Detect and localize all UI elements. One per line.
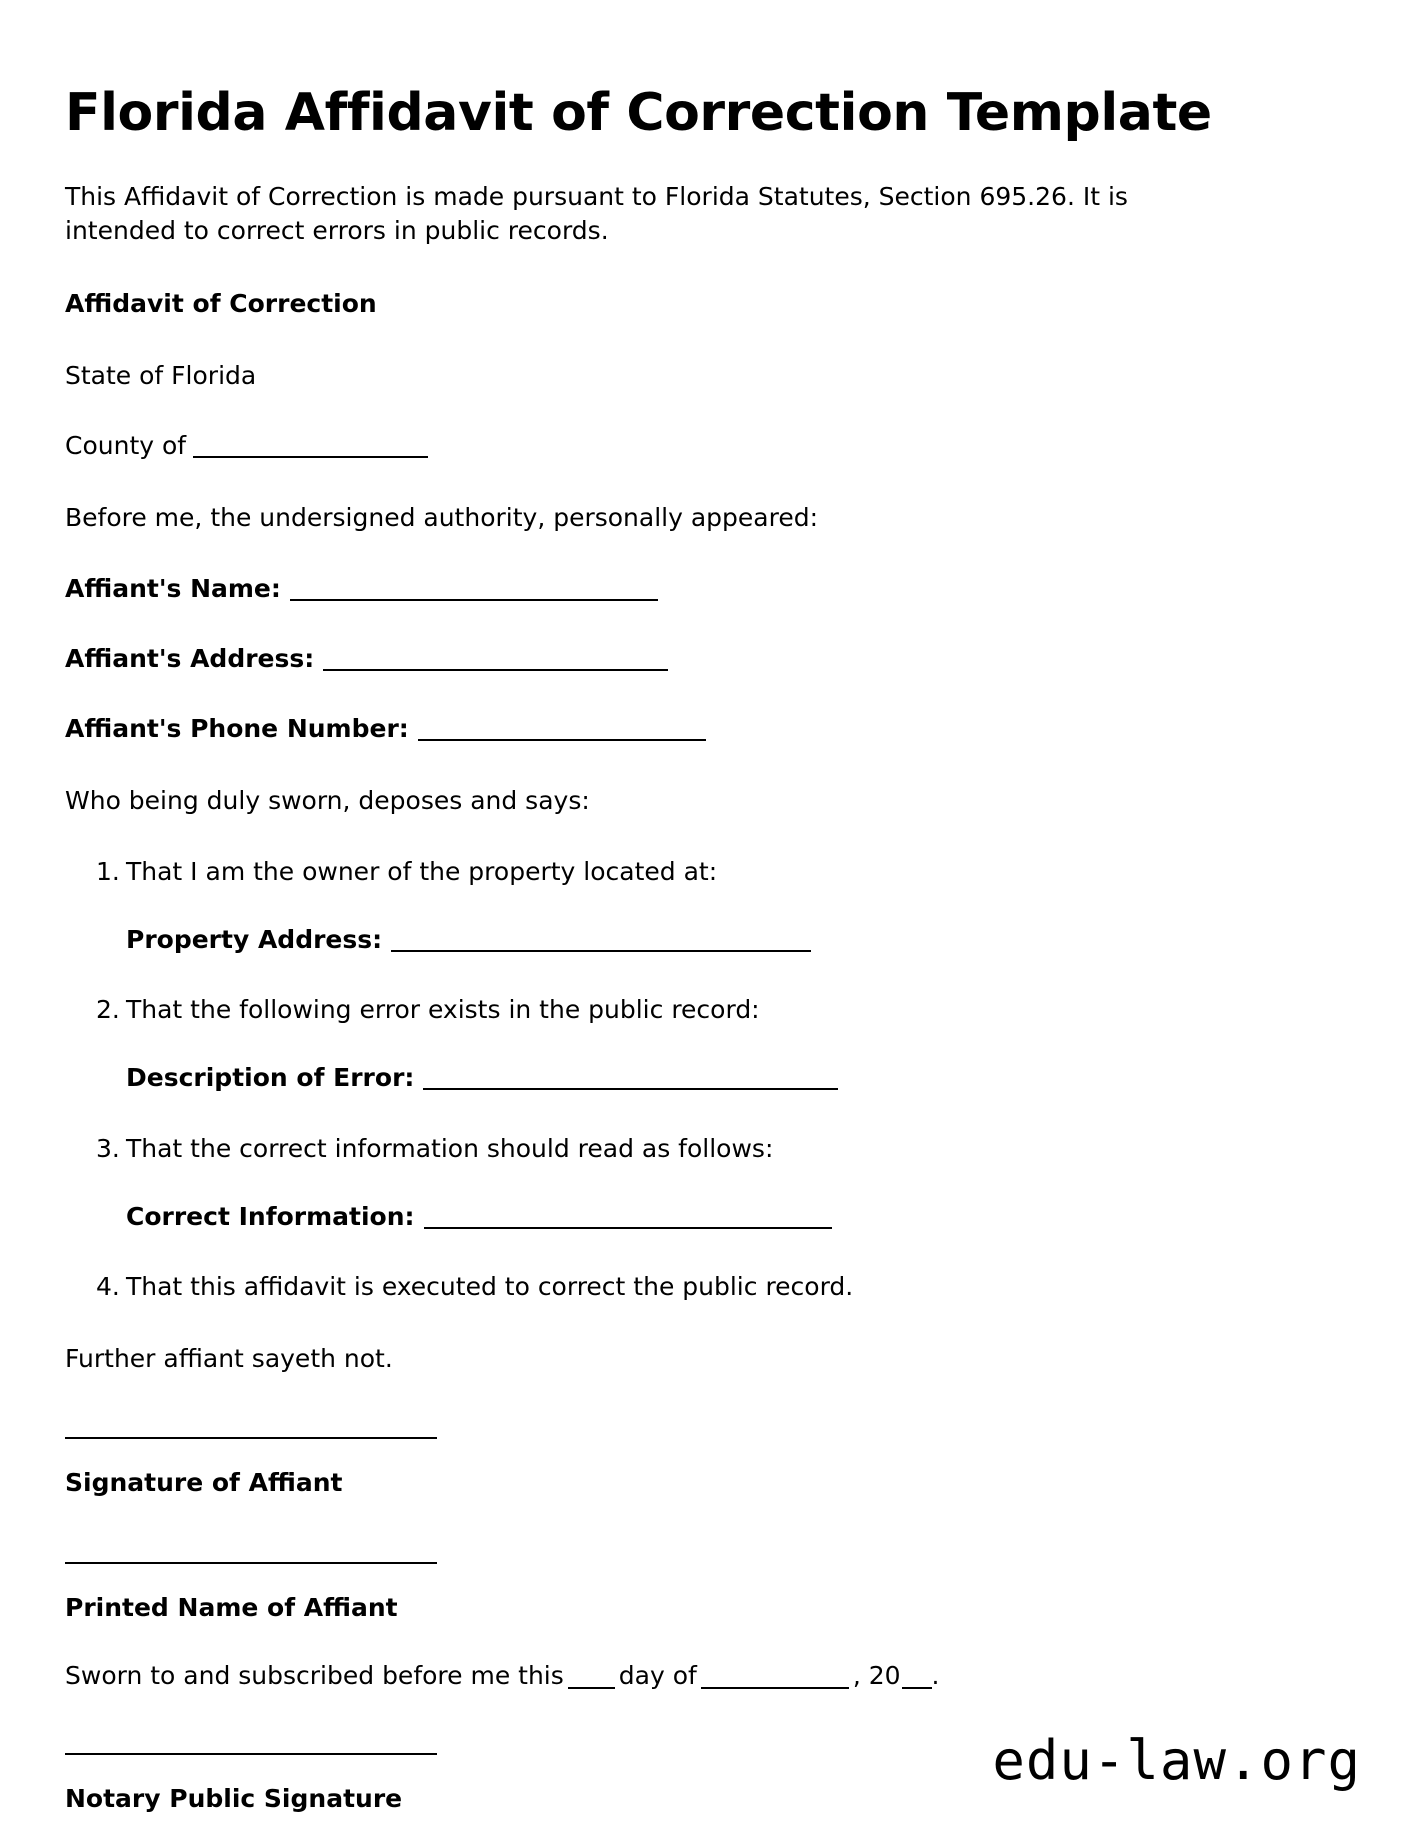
list-item <box>65 957 1355 1096</box>
list-item-text: That the following error exists in the public record: <box>126 995 760 1025</box>
county-label: County of <box>65 431 187 461</box>
page-title: Florida Affidavit of Correction Template <box>65 83 1212 143</box>
affiant-address-blank-line[interactable] <box>323 669 668 671</box>
description-of-error-label: Description of Error: <box>126 1063 415 1093</box>
affiant-address-label: Affiant's Address: <box>65 643 315 673</box>
affidavit-statement-list <box>65 819 1355 1305</box>
correct-information-field <box>126 1166 1355 1234</box>
list-item-text: That I am the owner of the property located at: <box>126 856 718 886</box>
closing-line: Further affiant sayeth not. <box>65 1344 393 1374</box>
property-address-label: Property Address: <box>126 924 383 954</box>
list-item <box>65 819 1355 958</box>
appearance-line: Before me, the undersigned authority, personally appeared: <box>65 503 819 533</box>
county-field <box>65 393 1355 463</box>
document-content <box>65 0 1355 1832</box>
affiant-phone-field <box>65 676 1355 746</box>
description-of-error-blank-line[interactable] <box>423 1088 838 1090</box>
notary-public-signature-caption: Notary Public Signature <box>65 1784 403 1814</box>
sworn-year-blank-line[interactable] <box>902 1687 932 1689</box>
affiant-name-field <box>65 536 1355 606</box>
affiant-phone-blank-line[interactable] <box>418 739 706 741</box>
affiant-name-blank-line[interactable] <box>290 599 658 601</box>
county-blank-line[interactable] <box>193 456 428 458</box>
deposes-line: Who being duly sworn, deposes and says: <box>65 786 590 816</box>
state-line: State of Florida <box>65 360 257 390</box>
sworn-text-part-3: , 20 <box>852 1661 901 1691</box>
sworn-day-blank-line[interactable] <box>568 1687 615 1689</box>
printed-name-of-affiant-caption: Printed Name of Affiant <box>65 1592 398 1622</box>
sworn-text-part-2: day of <box>618 1661 697 1691</box>
section-heading: Affidavit of Correction <box>65 288 377 318</box>
property-address-field <box>126 889 1355 957</box>
affiant-address-field <box>65 606 1355 676</box>
footer-watermark: edu-law.org <box>992 1729 1361 1792</box>
description-of-error-field <box>126 1027 1355 1095</box>
signature-of-affiant-caption: Signature of Affiant <box>65 1467 343 1497</box>
list-item <box>65 1234 1355 1304</box>
intro-paragraph: This Affidavit of Correction is made pursuant to Florida Statutes, Section 695.26. It is intended to correct errors in public records. <box>65 182 1128 246</box>
sworn-text-part-4: . <box>931 1661 940 1691</box>
list-item-text: That this affidavit is executed to correct the public record. <box>126 1272 854 1302</box>
list-item-text: That the correct information should read as follows: <box>126 1133 774 1163</box>
sworn-text-part-1: Sworn to and subscribed before me this <box>65 1661 564 1691</box>
list-item <box>65 1096 1355 1235</box>
sworn-statement-line <box>65 1625 1225 1693</box>
correct-information-label: Correct Information: <box>126 1201 415 1231</box>
affiant-name-label: Affiant's Name: <box>65 573 281 603</box>
sworn-month-blank-line[interactable] <box>701 1687 849 1689</box>
correct-information-blank-line[interactable] <box>424 1227 832 1229</box>
affiant-phone-label: Affiant's Phone Number: <box>65 714 409 744</box>
property-address-blank-line[interactable] <box>391 950 811 952</box>
